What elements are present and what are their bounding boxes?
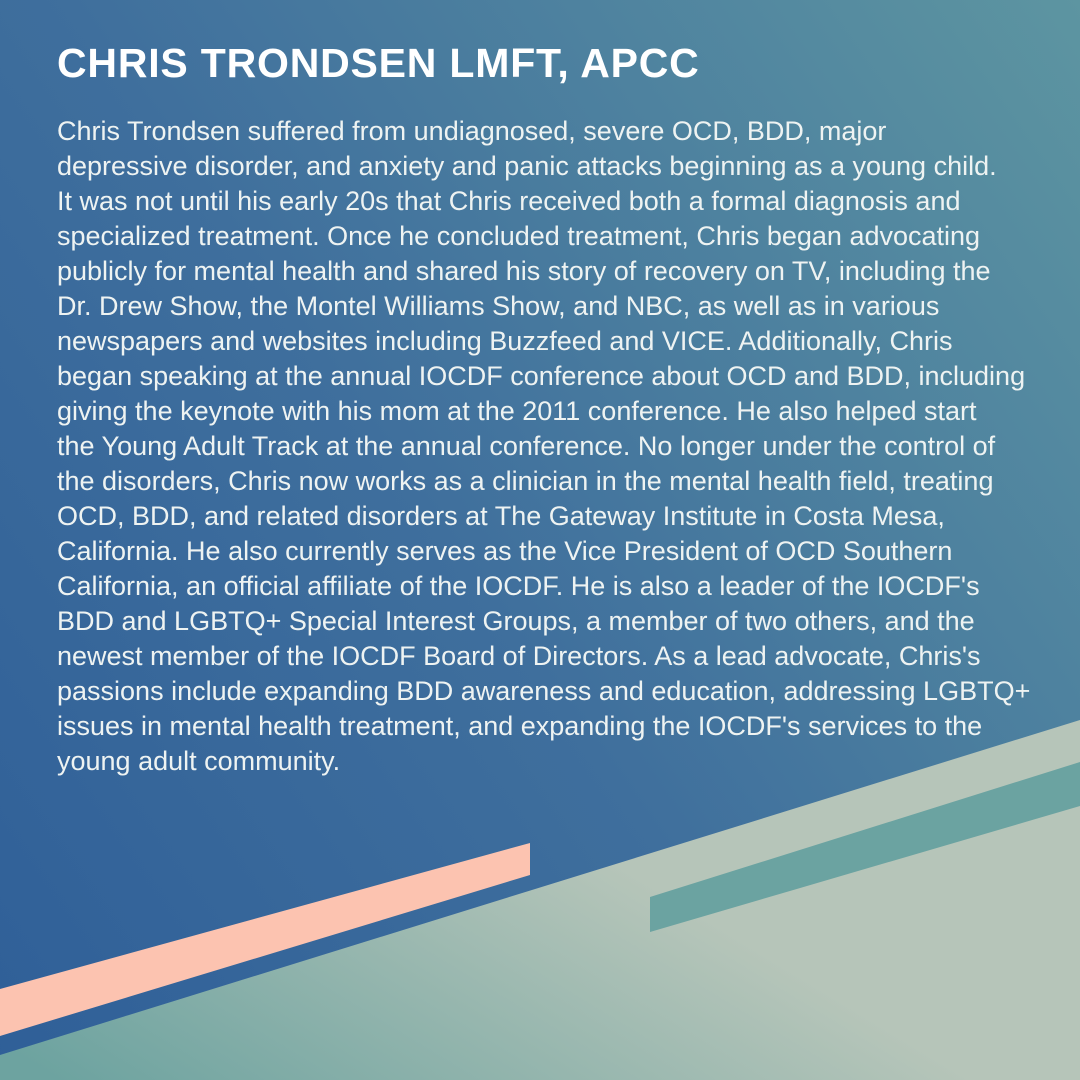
bio-line: issues in mental health treatment, and expanding the IOCDF's services to the — [57, 711, 983, 741]
bio-line: specialized treatment. Once he concluded treatment, Chris began advocating — [57, 221, 981, 251]
bio-line: It was not until his early 20s that Chris received both a formal diagnosis and — [57, 186, 961, 216]
bio-line: newspapers and websites including Buzzfeed and VICE. Additionally, Chris — [57, 326, 953, 356]
bio-line: BDD and LGBTQ+ Special Interest Groups, a member of two others, and the — [57, 606, 975, 636]
bio-line: publicly for mental health and shared his story of recovery on TV, including the — [57, 256, 991, 286]
bio-line: young adult community. — [57, 746, 341, 776]
bio-line: depressive disorder, and anxiety and panic attacks beginning as a young child. — [57, 151, 997, 181]
bio-line: Chris Trondsen suffered from undiagnosed, severe OCD, BDD, major — [57, 116, 887, 146]
bio-line: giving the keynote with his mom at the 2011 conference. He also helped start — [57, 396, 977, 426]
bio-line: newest member of the IOCDF Board of Directors. As a lead advocate, Chris's — [57, 641, 981, 671]
bio-text — [57, 114, 1032, 779]
bio-line: OCD, BDD, and related disorders at The Gateway Institute in Costa Mesa, — [57, 501, 945, 531]
bio-line: passions include expanding BDD awareness and education, addressing LGBTQ+ — [57, 676, 1031, 706]
page-title: CHRIS TRONDSEN LMFT, APCC — [57, 40, 700, 86]
bio-line: began speaking at the annual IOCDF conference about OCD and BDD, including — [57, 361, 1026, 391]
bio-line: the disorders, Chris now works as a clinician in the mental health field, treating — [57, 466, 994, 496]
bio-line: Dr. Drew Show, the Montel Williams Show, and NBC, as well as in various — [57, 291, 940, 321]
bio-line: the Young Adult Track at the annual conference. No longer under the control of — [57, 431, 996, 461]
bio-line: California. He also currently serves as the Vice President of OCD Southern — [57, 536, 953, 566]
bio-line: California, an official affiliate of the IOCDF. He is also a leader of the IOCDF's — [57, 571, 980, 601]
